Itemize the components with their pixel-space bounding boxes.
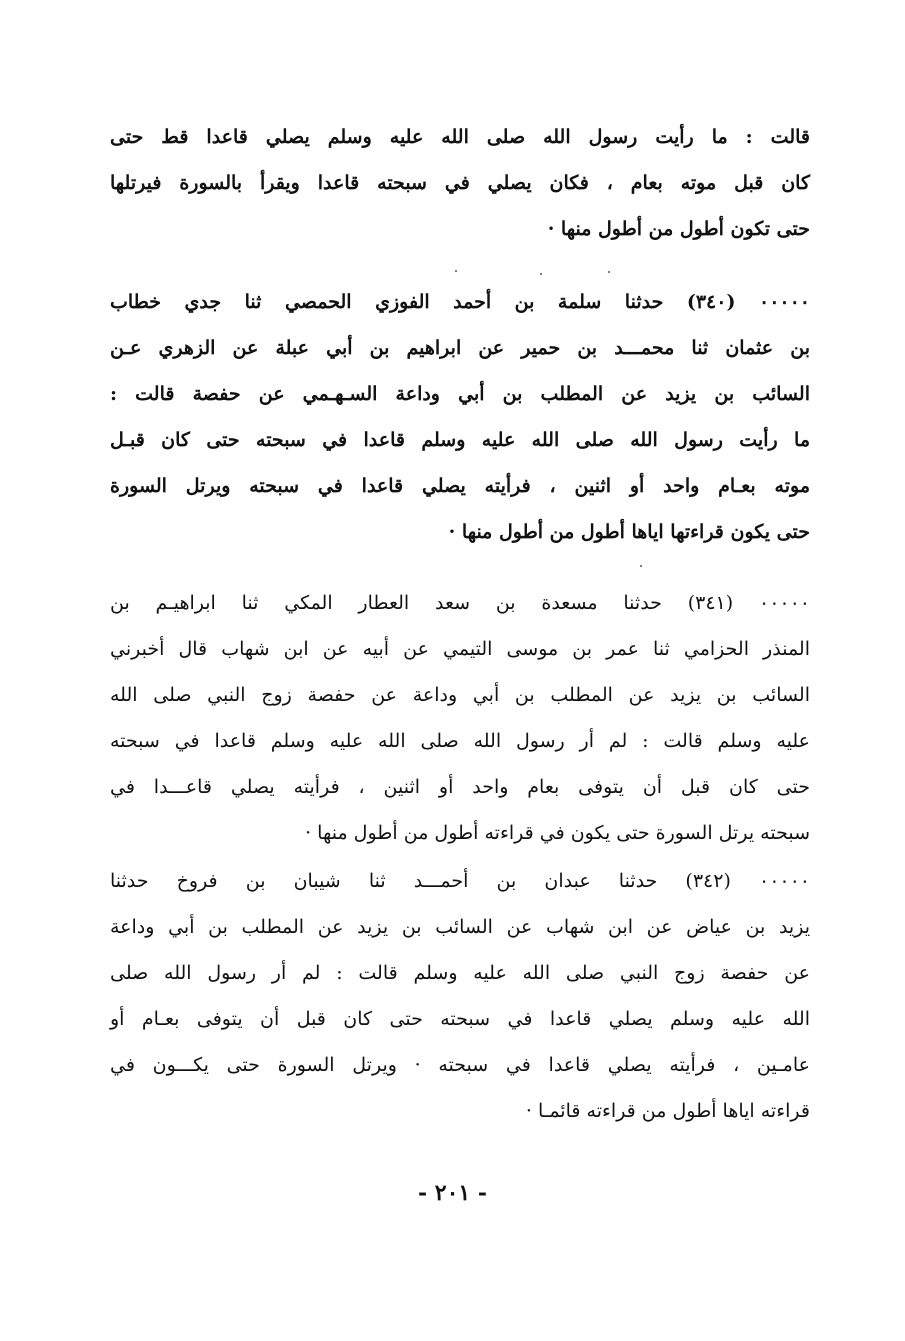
text-line: عن حفصة زوج النبي صلى الله عليه وسلم قالت : لم أر رسول الله صلى (110, 962, 810, 984)
text-line: سبحته يرتل السورة حتى يكون في قراءته أطول من أطول منها · (305, 822, 810, 844)
text-line: المنذر الحزامي ثنا عمر بن موسى التيمي عن أبيه عن ابن شهاب قال أخبرني (110, 638, 810, 660)
text-line: السائب بن يزيد عن المطلب بن أبي وداعة عن حفصة زوج النبي صلى الله (110, 684, 810, 706)
text-line: عليه وسلم قالت : لم أر رسول الله صلى الله عليه وسلم قاعدا في سبحته (110, 730, 810, 752)
page-number: - ٢٠١ - (417, 1180, 488, 1206)
text-line: حتى كان قبل أن يتوفى بعام واحد أو اثنين ، فرأيته يصلي قاعـــدا في (110, 776, 810, 798)
scan-speck (608, 271, 610, 273)
text-line: حتى تكون أطول من أطول منها · (547, 218, 810, 240)
scan-speck (640, 565, 642, 567)
text-line: السائب بن يزيد عن المطلب بن أبي وداعة السـهـمي عن حفصة قالت : (110, 383, 810, 405)
text-line: موته بعـام واحد أو اثنين ، فرأيته يصلي قاعدا في سبحته ويرتل السورة (110, 475, 810, 497)
scan-speck (540, 273, 542, 275)
text-line: قالت : ما رأيت رسول الله صلى الله عليه وسلم يصلي قاعدا قط حتى (110, 126, 810, 148)
text-line: حتى يكون قراءتها اياها أطول من أطول منها · (448, 521, 810, 543)
text-line: بن عثمان ثنا محمـــد بن حمير عن ابراهيم بن أبي عبلة عن الزهري عـن (110, 337, 810, 359)
text-line: يزيد بن عياض عن ابن شهاب عن السائب بن يزيد عن المطلب بن أبي وداعة (110, 916, 810, 938)
text-line: ما رأيت رسول الله صلى الله عليه وسلم قاعدا في سبحته حتى كان قبـل (110, 429, 810, 451)
scan-speck (455, 270, 457, 272)
text-line: عامـين ، فرأيته يصلي قاعدا في سبحته · ويرتل السورة حتى يكـــون في (110, 1054, 810, 1076)
text-line: ٠٠٠٠٠ (٣٤٠) حدثنا سلمة بن أحمد الفوزي الحمصي ثنا جدي خطاب (110, 291, 811, 313)
text-line: ٠٠٠٠٠ (٣٤٢) حدثنا عبدان بن أحمـــد ثنا شيبان بن فروخ حدثنا (110, 870, 811, 892)
text-line: الله عليه وسلم يصلي قاعدا في سبحته حتى كان قبل أن يتوفى بعـام أو (110, 1008, 810, 1030)
text-line: كان قبل موته بعام ، فكان يصلي في سبحته قاعدا ويقرأ بالسورة فيرتلها (110, 172, 810, 194)
text-line: ٠٠٠٠٠ (٣٤١) حدثنا مسعدة بن سعد العطار المكي ثنا ابراهيـم بن (110, 592, 811, 614)
text-line: قراءته اياها أطول من قراءته قائمـا · (525, 1100, 810, 1122)
